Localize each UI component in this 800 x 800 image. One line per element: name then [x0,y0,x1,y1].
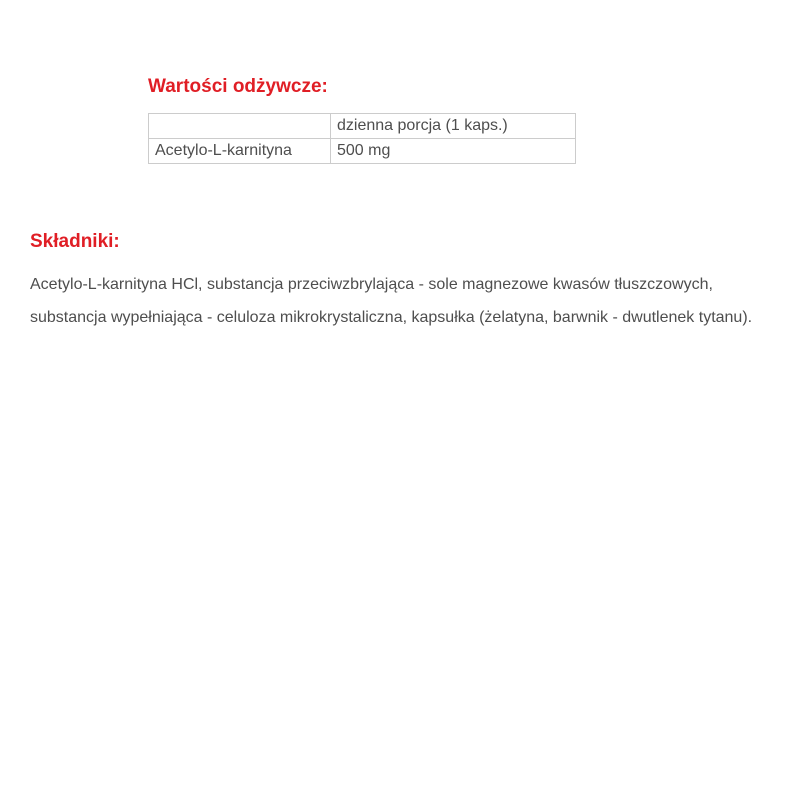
nutrition-table-header-empty-cell [149,114,331,139]
ingredients-heading: Składniki: [30,231,120,252]
ingredients-text: Acetylo-L-karnityna HCl, substancja przeciwzbrylająca - sole magnezowe kwasów tłuszczowych, substancja wypełniająca - celuloza mikrokrystaliczna, kapsułka (żelatyna, barwnik - dwutlenek tytanu). [30,276,753,326]
nutrition-table-row [149,139,576,164]
nutrition-table-header-daily-portion: dzienna porcja (1 kaps.) [331,114,576,139]
nutrition-ingredient-amount: 500 mg [331,139,576,164]
nutrition-heading: Wartości odżywcze: [148,76,328,97]
ingredients-section [30,230,778,334]
nutrition-section [148,75,576,164]
nutrition-ingredient-name: Acetylo-L-karnityna [149,139,331,164]
nutrition-table [148,113,576,164]
nutrition-table-header-row [149,114,576,139]
